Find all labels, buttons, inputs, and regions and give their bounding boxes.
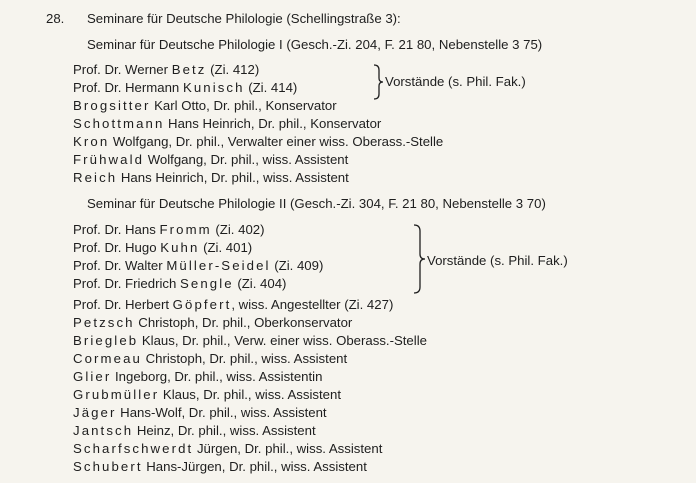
staff-row: Jäger Hans-Wolf, Dr. phil., wiss. Assistent	[73, 405, 327, 420]
person-name: Müller-Seidel	[166, 258, 271, 273]
person-name: Scharfschwerdt	[73, 441, 194, 456]
person-name: Glier	[73, 369, 112, 384]
seminar2-brace	[412, 224, 426, 294]
section-title: Seminare für Deutsche Philologie (Schellingstraße 3):	[87, 11, 401, 26]
staff-row: Petzsch Christoph, Dr. phil., Oberkonservator	[73, 315, 353, 330]
person-name: Kuhn	[160, 240, 200, 255]
seminar1-head-row: Prof. Dr. Werner Betz (Zi. 412)	[73, 62, 260, 77]
seminar2-head-row: Prof. Dr. Walter Müller-Seidel (Zi. 409)	[73, 258, 324, 273]
person-name: Schubert	[73, 459, 143, 474]
angestellter-row: Prof. Dr. Herbert Göpfert, wiss. Angestellter (Zi. 427)	[73, 297, 394, 312]
person-name: Schottmann	[73, 116, 165, 131]
staff-row: Schubert Hans-Jürgen, Dr. phil., wiss. Assistent	[73, 459, 367, 474]
person-name: Brogsitter	[73, 98, 151, 113]
seminar2-head-row: Prof. Dr. Hans Fromm (Zi. 402)	[73, 222, 265, 237]
person-name: Petzsch	[73, 315, 135, 330]
person-name: Jantsch	[73, 423, 134, 438]
staff-row: Kron Wolfgang, Dr. phil., Verwalter einer wiss. Oberass.-Stelle	[73, 134, 444, 149]
person-name: Göpfert	[172, 297, 232, 312]
seminar2-head-row: Prof. Dr. Friedrich Sengle (Zi. 404)	[73, 276, 287, 291]
person-name: Cormeau	[73, 351, 142, 366]
person-name: Grubmüller	[73, 387, 160, 402]
staff-row: Jantsch Heinz, Dr. phil., wiss. Assistent	[73, 423, 316, 438]
section-number: 28.	[46, 11, 65, 26]
seminar1-vorstaende-label: Vorstände (s. Phil. Fak.)	[385, 74, 526, 89]
seminar2-head-row: Prof. Dr. Hugo Kuhn (Zi. 401)	[73, 240, 253, 255]
staff-row: Brogsitter Karl Otto, Dr. phil., Konservator	[73, 98, 337, 113]
seminar2-vorstaende-label: Vorstände (s. Phil. Fak.)	[427, 253, 568, 268]
person-name: Reich	[73, 170, 118, 185]
person-name: Kron	[73, 134, 110, 149]
staff-row: Briegleb Klaus, Dr. phil., Verw. einer wiss. Oberass.-Stelle	[73, 333, 427, 348]
seminar2-heading: Seminar für Deutsche Philologie II (Gesch.-Zi. 304, F. 21 80, Nebenstelle 3 70)	[87, 196, 546, 211]
staff-row: Grubmüller Klaus, Dr. phil., wiss. Assistent	[73, 387, 341, 402]
staff-row: Cormeau Christoph, Dr. phil., wiss. Assistent	[73, 351, 348, 366]
staff-row: Glier Ingeborg, Dr. phil., wiss. Assistentin	[73, 369, 323, 384]
staff-row: Scharfschwerdt Jürgen, Dr. phil., wiss. Assistent	[73, 441, 383, 456]
seminar1-head-row: Prof. Dr. Hermann Kunisch (Zi. 414)	[73, 80, 298, 95]
staff-row: Schottmann Hans Heinrich, Dr. phil., Konservator	[73, 116, 382, 131]
person-name: Briegleb	[73, 333, 139, 348]
staff-row: Frühwald Wolfgang, Dr. phil., wiss. Assistent	[73, 152, 349, 167]
person-name: Kunisch	[182, 80, 245, 95]
person-name: Sengle	[180, 276, 234, 291]
person-name: Betz	[171, 62, 207, 77]
person-name: Jäger	[73, 405, 117, 420]
person-name: Fromm	[159, 222, 212, 237]
seminar1-brace	[372, 64, 384, 100]
person-name: Frühwald	[73, 152, 145, 167]
seminar1-heading: Seminar für Deutsche Philologie I (Gesch.-Zi. 204, F. 21 80, Nebenstelle 3 75)	[87, 37, 543, 52]
staff-row: Reich Hans Heinrich, Dr. phil., wiss. Assistent	[73, 170, 349, 185]
